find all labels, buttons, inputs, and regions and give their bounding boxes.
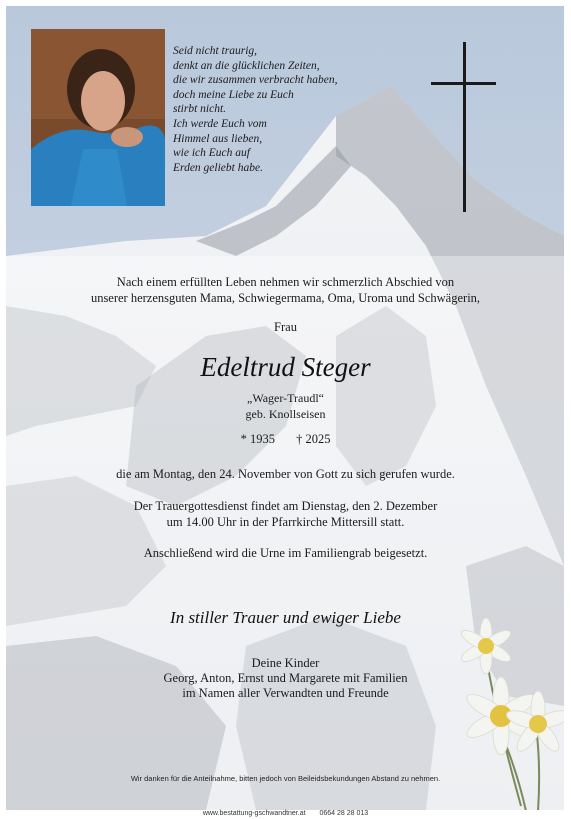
nickname: „Wager-Traudl“ (247, 391, 324, 405)
poem-line: wie ich Euch auf (173, 147, 250, 160)
burial-notice: Anschließend wird die Urne im Familiengrab beigesetzt. (143, 546, 428, 560)
thanks-note: Wir danken für die Anteilnahme, bitten jedoch von Beileidsbekundungen Abstand zu nehmen. (130, 774, 441, 783)
maiden-name: geb. Knollseisen (245, 407, 326, 421)
death-year: † 2025 (296, 432, 331, 446)
footer-phone: 0664 28 28 013 (319, 810, 369, 817)
deceased-name: Edeltrud Steger (200, 352, 371, 382)
service-line-1: Der Trauergottesdienst findet am Dienstag, den 2. Dezember (133, 499, 438, 513)
cross-icon (431, 42, 496, 212)
poem-line: denkt an die glücklichen Zeiten, (173, 59, 320, 72)
poem-line: Himmel aus lieben, (173, 132, 263, 145)
footer-website[interactable]: www.bestattung-gschwandtner.at (202, 810, 306, 817)
portrait-photo (31, 29, 165, 206)
poem-line: Seid nicht traurig, (173, 45, 258, 57)
poem (173, 44, 373, 175)
life-dates (0, 432, 571, 447)
mourners-line-3: im Namen aller Verwandten und Freunde (182, 686, 389, 700)
poem-line: Ich werde Euch vom (173, 117, 267, 130)
service-line-2: um 14.00 Uhr in der Pfarrkirche Mittersill statt. (166, 515, 405, 529)
poem-line: stirbt nicht. (173, 103, 227, 116)
motto: In stiller Trauer und ewiger Liebe (170, 608, 401, 627)
birth-year: * 1935 (240, 432, 275, 446)
mourners-line-1: Deine Kinder (251, 656, 320, 670)
salutation: Frau (274, 320, 297, 334)
poem-line: Erden geliebt habe. (173, 161, 263, 174)
intro-line-2: unserer herzensguten Mama, Schwiegermama, Oma, Uroma und Schwägerin, (90, 291, 481, 305)
footer (0, 810, 571, 817)
death-notice: die am Montag, den 24. November von Gott zu sich gerufen wurde. (116, 467, 455, 481)
intro-line-1: Nach einem erfüllten Leben nehmen wir schmerzlich Abschied von (116, 275, 455, 289)
poem-line: doch meine Liebe zu Euch (173, 88, 294, 101)
poem-line: die wir zusammen verbracht haben, (173, 74, 338, 87)
mourners-line-2: Georg, Anton, Ernst und Margarete mit Familien (163, 671, 408, 685)
